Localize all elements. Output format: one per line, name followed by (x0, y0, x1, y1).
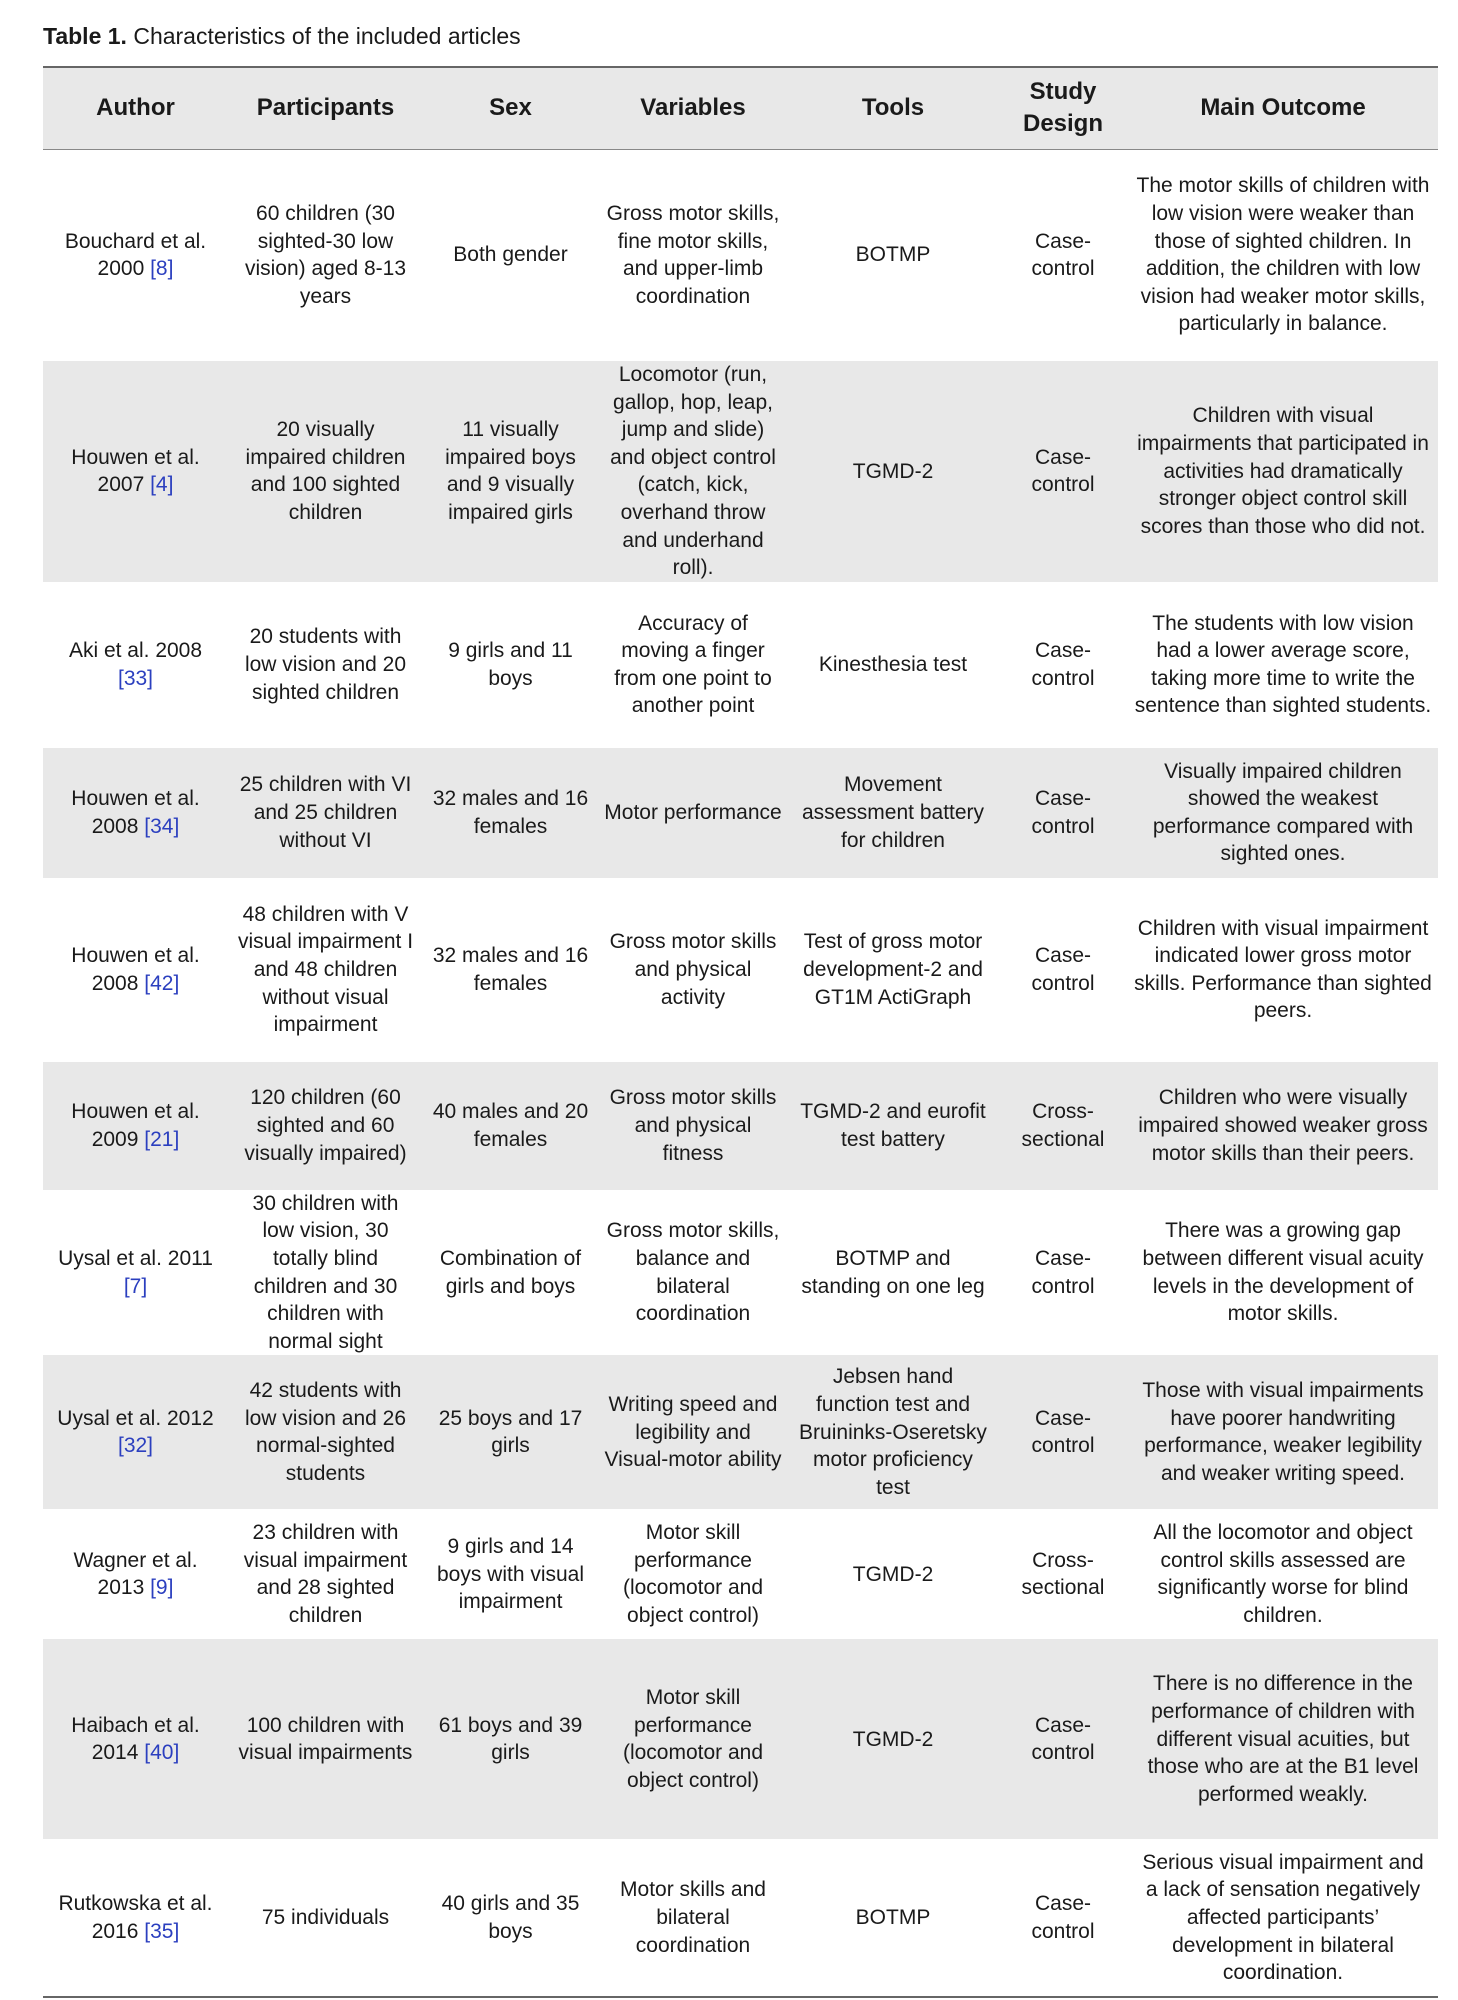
header-tools: Tools (861, 94, 925, 122)
table-row (43, 149, 1438, 361)
cell-outcome: Children who were visually impaired showed weaker gross motor skills than their peers. (1138, 1086, 1428, 1165)
cell-outcome: There was a growing gap between different visual acuity levels in the development of motor skills. (1142, 1219, 1424, 1326)
cell-participants: 30 children with low vision, 30 totally blind children and 30 children with normal sight (252, 1191, 399, 1353)
reference-link[interactable]: [35] (144, 1919, 180, 1943)
author-text: Houwen et al. 2008 (71, 787, 200, 838)
cell-author (43, 1355, 228, 1509)
cell-tools: TGMD-2 (852, 1727, 934, 1751)
cell-author (43, 878, 228, 1062)
table-caption (43, 22, 521, 50)
cell-variables: Gross motor skills and physical activity (609, 930, 777, 1009)
cell-variables: Motor skill performance (locomotor and object control) (622, 1521, 764, 1627)
header-row (43, 67, 1438, 149)
table-caption-label: Table 1. (43, 23, 127, 49)
cell-participants: 48 children with V visual impairment I and 48 children without visual impairment (237, 902, 414, 1037)
cell-participants: 25 children with VI and 25 children without VI (239, 773, 412, 852)
table-row (43, 1190, 1438, 1356)
cell-variables: Gross motor skills, fine motor skills, and upper-limb coordination (606, 202, 780, 308)
cell-variables: Gross motor skills and physical fitness (609, 1086, 777, 1165)
cell-author (43, 361, 228, 582)
cell-outcome: All the locomotor and object control skills assessed are significantly worse for blind children. (1153, 1521, 1413, 1627)
cell-design: Cross-sectional (1021, 1548, 1105, 1600)
cell-sex: 40 girls and 35 boys (441, 1892, 580, 1943)
cell-participants: 23 children with visual impairment and 28 sighted children (243, 1521, 408, 1627)
author-text: Houwen et al. 2008 (71, 944, 200, 995)
cell-sex: 25 boys and 17 girls (438, 1406, 583, 1458)
header-study-design: Study Design (1022, 78, 1103, 138)
cell-variables: Writing speed and legibility and Visual-motor ability (604, 1392, 782, 1472)
cell-author (43, 1062, 228, 1190)
cell-sex: 61 boys and 39 girls (438, 1713, 583, 1765)
cell-sex: 9 girls and 11 boys (448, 639, 573, 690)
cell-design: Case-control (1031, 445, 1095, 497)
header-sex: Sex (489, 94, 532, 122)
reference-link[interactable]: [33] (117, 666, 154, 690)
cell-outcome: The motor skills of children with low vision were weaker than those of sighted children. In addition, the children with low vision had weaker motor skills, particularly in balance. (1136, 174, 1430, 336)
author-text: Bouchard et al. 2000 (64, 229, 207, 281)
cell-author (43, 748, 228, 878)
cell-tools: TGMD-2 (852, 459, 934, 483)
reference-link[interactable]: [8] (150, 257, 174, 281)
cell-design: Case-control (1031, 944, 1095, 995)
cell-variables: Motor skills and bilateral coordination (620, 1878, 766, 1957)
cell-design: Case-control (1031, 787, 1095, 838)
cell-outcome: Those with visual impairments have poorer handwriting performance, weaker legibility and weaker writing speed. (1142, 1379, 1424, 1485)
cell-design: Case-control (1031, 1246, 1095, 1298)
cell-outcome: There is no difference in the performance of children with different visual acuities, but those who are at the B1 level performed weakly. (1147, 1672, 1419, 1806)
cell-outcome: Children with visual impairments that participated in activities had dramatically stronger object control skill scores than those who did not. (1137, 404, 1429, 538)
cell-tools: Test of gross motor development-2 and GT1M ActiGraph (803, 930, 983, 1009)
cell-sex: 32 males and 16 females (432, 787, 589, 838)
cell-variables: Motor skill performance (locomotor and object control) (622, 1686, 764, 1792)
cell-sex: 40 males and 20 females (432, 1100, 589, 1151)
cell-design: Case-control (1031, 1713, 1095, 1765)
cell-outcome: Children with visual impairment indicated lower gross motor skills. Performance than sighted peers. (1134, 916, 1432, 1023)
cell-author (43, 582, 228, 748)
cell-tools: BOTMP (855, 1906, 931, 1930)
cell-sex: 32 males and 16 females (432, 944, 589, 995)
reference-link[interactable]: [32] (117, 1434, 154, 1458)
cell-author (43, 149, 228, 361)
cell-sex: Both gender (453, 243, 568, 267)
reference-link[interactable]: [21] (144, 1127, 180, 1151)
table-caption-text: Characteristics of the included articles (133, 23, 521, 49)
cell-sex: Combination of girls and boys (439, 1246, 582, 1298)
cell-participants: 120 children (60 sighted and 60 visually impaired) (244, 1086, 407, 1165)
cell-tools: Movement assessment battery for children (801, 773, 985, 852)
cell-tools: TGMD-2 and eurofit test battery (800, 1100, 986, 1151)
cell-sex: 11 visually impaired boys and 9 visually impaired girls (445, 418, 576, 524)
cell-author (43, 1839, 228, 1997)
table-row (43, 1062, 1438, 1190)
cell-variables: Accuracy of moving a finger from one point to another point (614, 611, 772, 718)
reference-link[interactable]: [40] (144, 1741, 180, 1765)
author-text: Wagner et al. 2013 (73, 1548, 198, 1600)
cell-participants: 60 children (30 sighted-30 low vision) aged 8-13 years (244, 202, 407, 308)
cell-variables: Gross motor skills, balance and bilateral coordination (606, 1219, 780, 1326)
cell-tools: Jebsen hand function test and Bruininks-Oseretsky motor proficiency test (799, 1365, 987, 1499)
cell-author (43, 1190, 228, 1356)
cell-variables: Motor performance (604, 800, 782, 824)
cell-tools: Kinesthesia test (818, 652, 968, 676)
table-row (43, 1509, 1438, 1639)
cell-participants: 20 students with low vision and 20 sighted children (244, 625, 407, 704)
reference-link[interactable]: [34] (144, 814, 180, 838)
header-participants: Participants (256, 94, 395, 122)
cell-design: Case-control (1031, 229, 1095, 281)
author-text: Uysal et al. 2011 (58, 1246, 213, 1270)
reference-link[interactable]: [7] (123, 1274, 148, 1298)
cell-variables: Locomotor (run, gallop, hop, leap, jump and slide) and object control (catch, kick, overhand throw and underhand roll). (610, 363, 776, 580)
author-text: Uysal et al. 2012 (57, 1406, 214, 1430)
cell-participants: 75 individuals (261, 1906, 390, 1930)
cell-design: Case-control (1031, 1406, 1095, 1458)
table-row (43, 1839, 1438, 1997)
reference-link[interactable]: [4] (150, 473, 174, 497)
table-row (43, 1355, 1438, 1509)
header-variables: Variables (640, 94, 746, 122)
cell-sex: 9 girls and 14 boys with visual impairment (436, 1534, 585, 1614)
table-row (43, 582, 1438, 748)
cell-author (43, 1639, 228, 1839)
cell-author (43, 1509, 228, 1639)
table-row (43, 878, 1438, 1062)
author-text: Houwen et al. 2007 (71, 445, 200, 497)
reference-link[interactable]: [9] (150, 1576, 174, 1600)
header-author: Author (96, 94, 175, 122)
author-text: Haibach et al. 2014 (71, 1713, 200, 1765)
cell-design: Case-control (1031, 639, 1095, 690)
cell-outcome: Visually impaired children showed the weakest performance compared with sighted ones. (1152, 759, 1414, 866)
table-row (43, 361, 1438, 582)
characteristics-table (43, 66, 1438, 1998)
reference-link[interactable]: [42] (144, 971, 180, 995)
cell-tools: BOTMP and standing on one leg (801, 1246, 985, 1298)
table-row (43, 748, 1438, 878)
cell-outcome: The students with low vision had a lower average score, taking more time to write the sentence than sighted students. (1134, 611, 1432, 718)
cell-participants: 100 children with visual impairments (238, 1713, 413, 1765)
cell-outcome: Serious visual impairment and a lack of sensation negatively affected participants’ development in bilateral coordination. (1142, 1850, 1424, 1985)
cell-participants: 20 visually impaired children and 100 sighted children (245, 418, 406, 524)
author-text: Aki et al. 2008 (68, 639, 203, 663)
cell-design: Cross-sectional (1021, 1100, 1105, 1151)
table-row (43, 1639, 1438, 1839)
author-text: Houwen et al. 2009 (71, 1100, 200, 1151)
header-main-outcome: Main Outcome (1200, 94, 1366, 122)
cell-tools: BOTMP (855, 243, 931, 267)
cell-design: Case-control (1031, 1892, 1095, 1943)
cell-tools: TGMD-2 (852, 1562, 934, 1586)
author-text: Rutkowska et al. 2016 (58, 1892, 213, 1943)
cell-participants: 42 students with low vision and 26 normal-sighted students (244, 1379, 407, 1485)
